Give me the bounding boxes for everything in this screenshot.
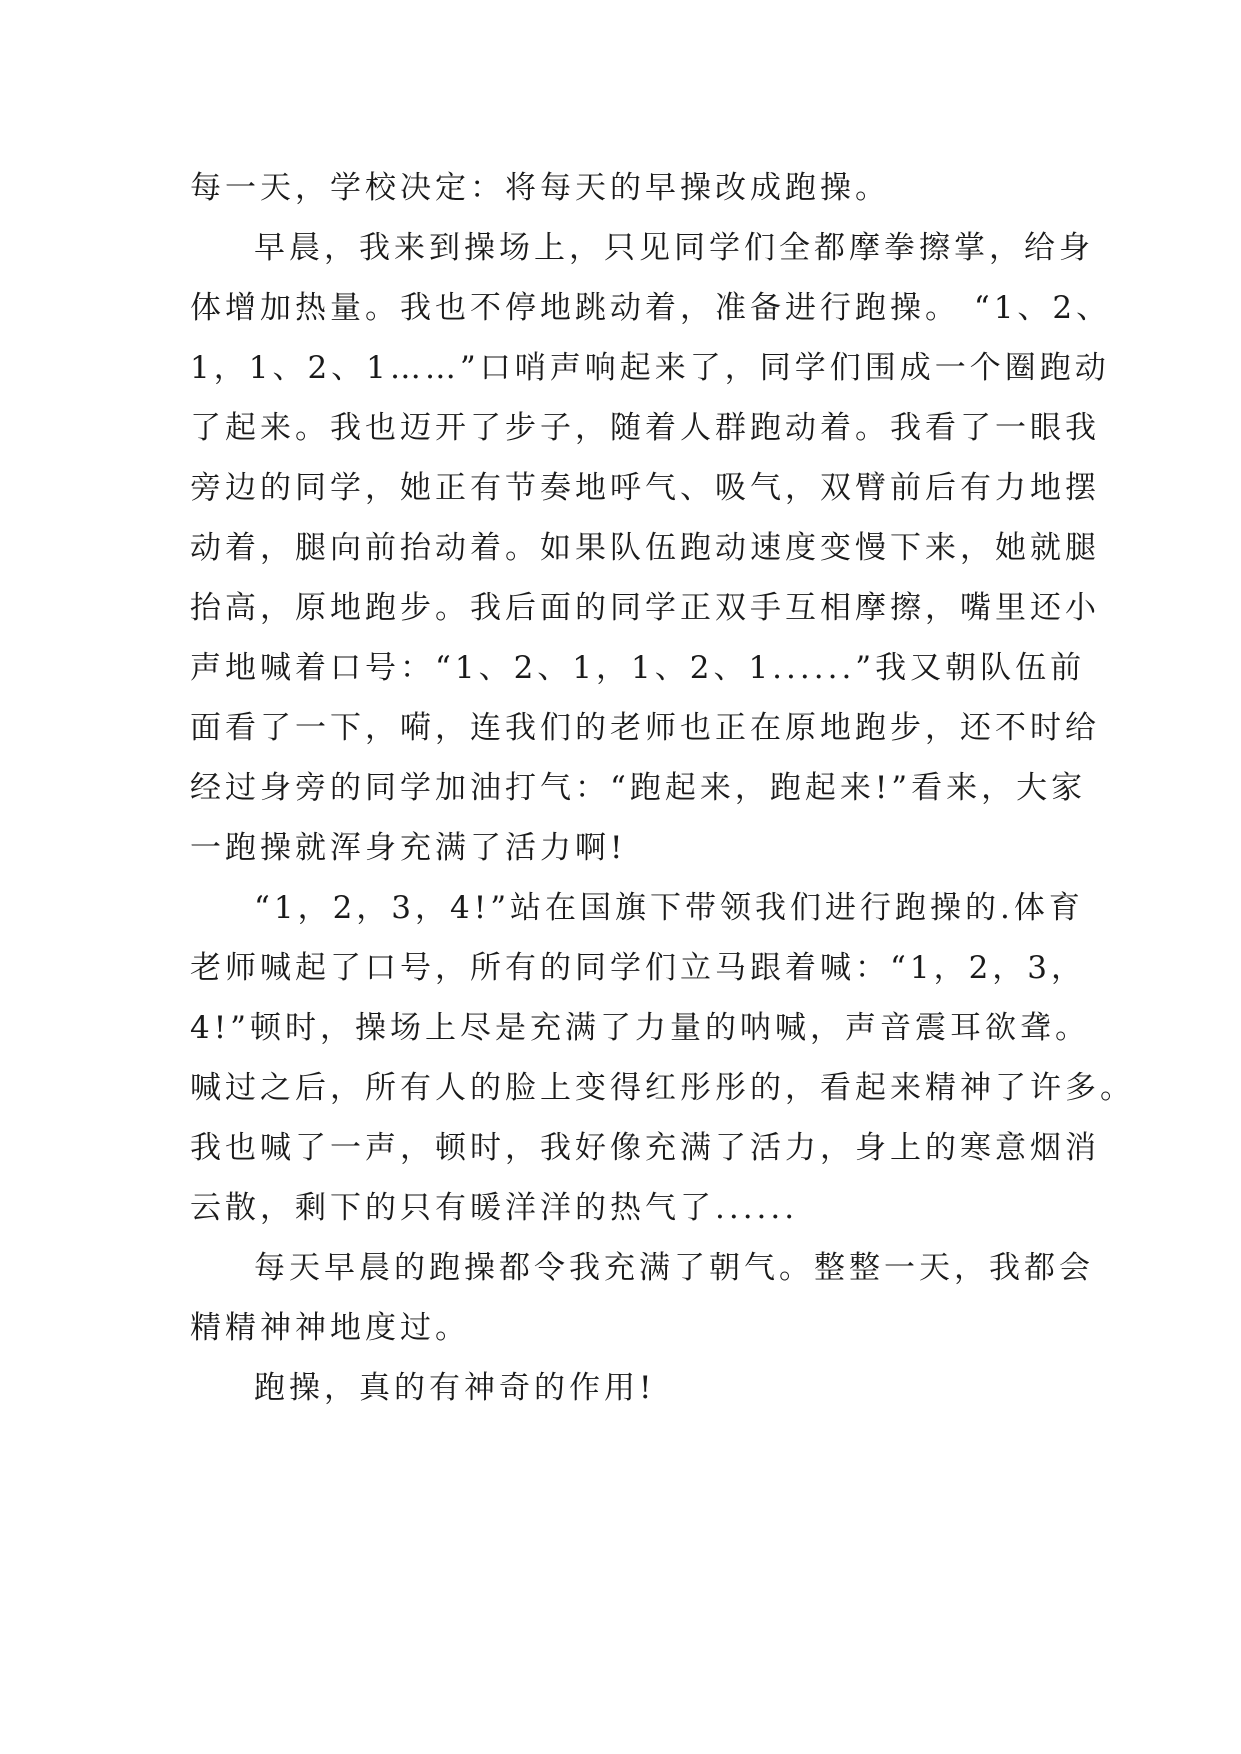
text-line: 旁边的同学，她正有节奏地呼气、吸气，双臂前后有力地摆 — [190, 470, 1100, 506]
text-line: 抬高，原地跑步。我后面的同学正双手互相摩擦，嘴里还小 — [190, 590, 1100, 626]
text-line: 经过身旁的同学加油打气：“跑起来，跑起来!”看来，大家 — [190, 770, 1087, 806]
text-line: 老师喊起了口号，所有的同学们立马跟着喊：“1，2，3， — [190, 950, 1087, 986]
text-line: 一跑操就浑身充满了活力啊! — [190, 830, 627, 866]
text-line: 早晨，我来到操场上，只见同学们全都摩拳擦掌，给身 — [254, 230, 1094, 266]
text-line: “1，2，3，4!”站在国旗下带领我们进行跑操的.体育 — [254, 890, 1084, 926]
text-line: 了起来。我也迈开了步子，随着人群跑动着。我看了一眼我 — [190, 410, 1100, 446]
text-line: 每天早晨的跑操都令我充满了朝气。整整一天，我都会 — [254, 1250, 1094, 1286]
text-line: 喊过之后，所有人的脸上变得红彤彤的，看起来精神了许多。 — [190, 1070, 1135, 1106]
text-line: 4!”顿时，操场上尽是充满了力量的呐喊，声音震耳欲聋。 — [190, 1010, 1091, 1046]
text-line: 1，1、2、1……”口哨声响起来了，同学们围成一个圈跑动 — [190, 350, 1110, 386]
document-body — [190, 158, 1135, 1418]
text-line: 体增加热量。我也不停地跳动着，准备进行跑操。 “1、2、 — [190, 290, 1112, 326]
text-line: 声地喊着口号：“1、2、1，1、2、1......”我又朝队伍前 — [190, 650, 1086, 686]
text-line: 云散，剩下的只有暖洋洋的热气了...... — [190, 1190, 799, 1226]
text-line: 我也喊了一声，顿时，我好像充满了活力，身上的寒意烟消 — [190, 1130, 1100, 1166]
text-line: 精精神神地度过。 — [190, 1310, 470, 1346]
text-line: 每一天，学校决定：将每天的早操改成跑操。 — [190, 170, 890, 206]
text-line: 面看了一下，嗬，连我们的老师也正在原地跑步，还不时给 — [190, 710, 1100, 746]
text-line: 动着，腿向前抬动着。如果队伍跑动速度变慢下来，她就腿 — [190, 530, 1100, 566]
text-line: 跑操，真的有神奇的作用! — [254, 1370, 656, 1406]
